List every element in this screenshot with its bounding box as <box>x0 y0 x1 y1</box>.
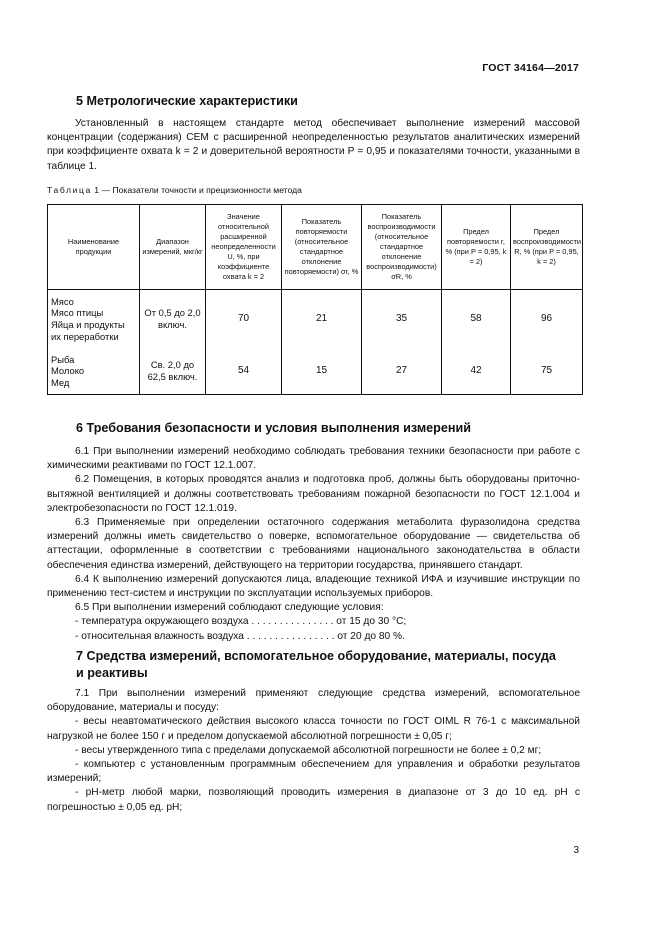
paragraph-6-1: 6.1 При выполнении измерений необходимо соблюдать требования техники безопасности при работе с химическими реактивами по ГОСТ 12.1.007. <box>47 446 580 472</box>
section-7-title: 7 Средства измерений, вспомогательное оборудование, материалы, посуда и реактивы <box>76 649 556 680</box>
paragraph-6-4: 6.4 К выполнению измерений допускаются лица, владеющие техникой ИФА и изучившие инструкции по применению тест-систем и инструкции по эксплуатации используемых приборов. <box>47 573 580 600</box>
cell-sR: 35 <box>362 290 442 349</box>
header-uncertainty: Значение относительной расширенной неопределенности U, %, при коэффициенте охвата k = 2 <box>206 205 282 290</box>
paragraph-6-5: 6.5 При выполнении измерений соблюдают следующие условия: <box>75 602 384 614</box>
cell-sR: 27 <box>362 348 442 395</box>
section-7-body <box>47 687 580 815</box>
cell-range: Св. 2,0 до 62,5 включ. <box>140 348 206 395</box>
table-row <box>48 290 583 349</box>
header-range: Диапазон измерений, мкг/кг <box>140 205 206 290</box>
cell-sr: 15 <box>282 348 362 395</box>
cell-range: От 0,5 до 2,0 включ. <box>140 290 206 349</box>
cell-u: 70 <box>206 290 282 349</box>
table-row <box>48 348 583 395</box>
cell-R: 75 <box>511 348 583 395</box>
cell-u: 54 <box>206 348 282 395</box>
condition-humidity: - относительная влажность воздуха . . . . . . . . . . . . . . . . от 20 до 80 %. <box>75 630 405 642</box>
paragraph-6-3: 6.3 Применяемые при определении остаточного содержания метаболита фуразолидона средства измерений должны иметь свидетельство о поверке, вспомогательное оборудование — свидетельства об аттестации, оформленные в соответствии с требованиями национального законодательства в области обеспечения единства измерений, действующего на территории государства, принявшего стандарт. <box>47 517 580 571</box>
section-5-paragraph: Установленный в настоящем стандарте метод обеспечивает выполнение измерений массовой концентрации (содержания) СЕМ с расширенной неопределенностью результатов аналитических измерений при коэффициенте охвата k = 2 и доверительной вероятности P = 0,95 и показателями точности, указанными в таблице 1. <box>47 118 580 172</box>
section-6-body <box>47 445 580 644</box>
header-product: Наименование продукции <box>48 205 140 290</box>
list-item: - компьютер с установленным программным обеспечением для управления и обработки результатов измерений; <box>47 759 580 785</box>
cell-product: Рыба Молоко Мед <box>48 348 140 395</box>
list-item: - рН-метр любой марки, позволяющий проводить измерения в диапазоне от 3 до 10 ед. рН с погрешностью ± 0,05 ед. рН; <box>47 787 580 813</box>
cell-R: 96 <box>511 290 583 349</box>
cell-product: Мясо Мясо птицы Яйца и продукты их переработки <box>48 290 140 349</box>
table-caption <box>47 185 302 195</box>
section-5-title: 5 Метрологические характеристики <box>76 94 298 108</box>
paragraph-7-1: 7.1 При выполнении измерений применяют следующие средства измерений, вспомогательное оборудование, материалы и посуду: <box>47 688 580 714</box>
table-caption-word: Таблица <box>47 185 92 195</box>
cell-sr: 21 <box>282 290 362 349</box>
document-code: ГОСТ 34164—2017 <box>482 62 579 74</box>
paragraph-6-2: 6.2 Помещения, в которых проводятся анализ и подготовка проб, должны быть оборудованы приточно-вытяжной вентиляцией и должны соответствовать требованиям пожарной безопасности по ГОСТ 12.1.004 и электробезопасности по ГОСТ 12.1.019. <box>47 474 580 514</box>
section-6-title: 6 Требования безопасности и условия выполнения измерений <box>76 421 471 435</box>
section-5-body <box>47 117 580 174</box>
header-repeatability-limit: Предел повторяемости r, % (при P = 0,95, k = 2) <box>442 205 511 290</box>
list-item: - весы неавтоматического действия высокого класса точности по ГОСТ OIML R 76-1 с максимальной нагрузкой не более 150 г и пределом допускаемой абсолютной погрешности ± 0,05 г; <box>47 716 580 742</box>
precision-table <box>47 204 583 395</box>
header-reproducibility-limit: Предел воспроизводимости R, % (при P = 0,95, k = 2) <box>511 205 583 290</box>
list-item: - весы утвержденного типа с пределами допускаемой абсолютной погрешности не более ± 0,2 мг; <box>75 744 542 756</box>
cell-r: 42 <box>442 348 511 395</box>
header-reproducibility: Показатель воспроизводимости (относительное стандартное отклонение воспроизводимости) σR, % <box>362 205 442 290</box>
table-caption-text: 1 — Показатели точности и прецизионности метода <box>91 185 302 195</box>
page-number: 3 <box>573 845 579 856</box>
condition-temperature: - температура окружающего воздуха . . . . . . . . . . . . . . . от 15 до 30 °С; <box>75 616 407 628</box>
cell-r: 58 <box>442 290 511 349</box>
header-repeatability: Показатель повторяемости (относительное стандартное отклонение повторяемости) σr, % <box>282 205 362 290</box>
table-header-row <box>48 205 583 290</box>
